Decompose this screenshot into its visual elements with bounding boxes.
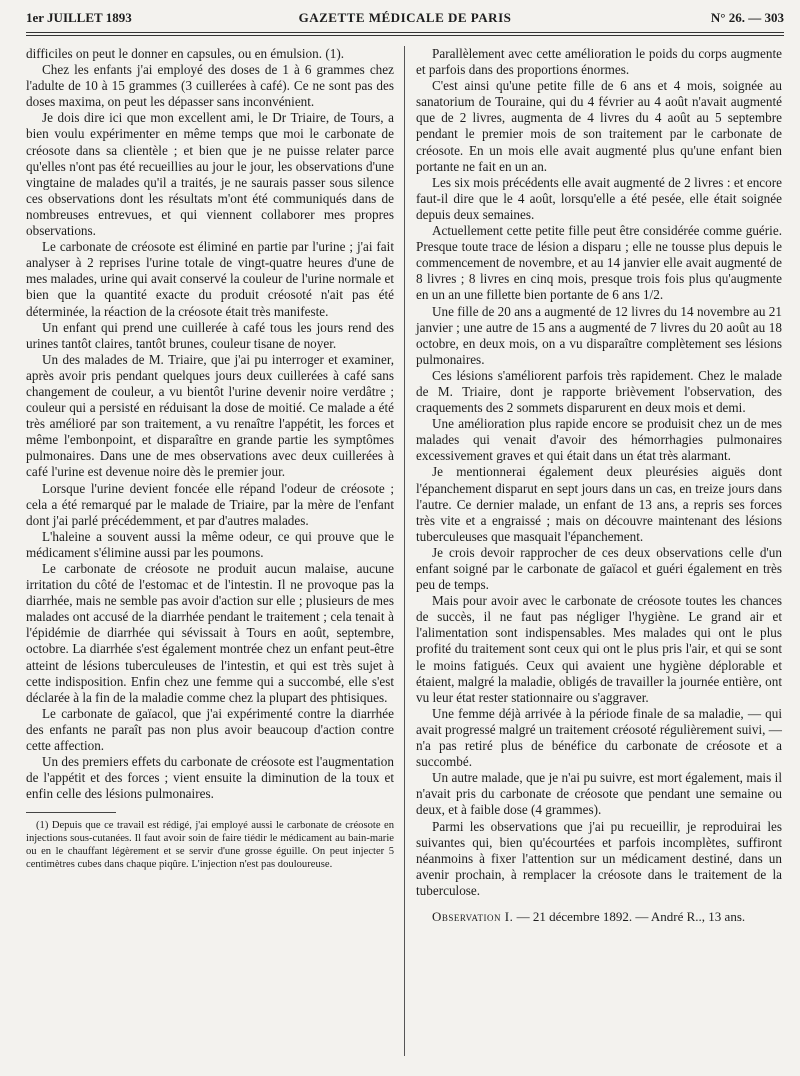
header-page-number: N° 26. — 303 [710, 10, 784, 25]
paragraph: Parallèlement avec cette amélioration le poids du corps augmente et parfois dans des proportions énormes. [416, 46, 782, 78]
paragraph: Parmi les observations que j'ai pu recueillir, je reproduirai les suivantes qui, bien qu'écourtées et parfois incomplètes, suffiront néanmoins à fixer l'attention sur un médicament destiné, dans un avenir prochain, à remplacer la créosote dans le traitement de la tuberculose. [416, 818, 782, 898]
paragraph: Les six mois précédents elle avait augmenté de 2 livres : et encore faut-il dire que le 4 août, lorsqu'elle a été pesée, elle était soignée depuis deux semaines. [416, 174, 782, 222]
paragraph: Actuellement cette petite fille peut être considérée comme guérie. Presque toute trace de lésion a disparu ; elle ne tousse plus depuis le commencement de novembre, et au 14 janvier elle avait augmenté de 8 livres ; 8 livres en cinq mois, presque trois fois plus qu'augmente en un an une fillette bien portante de 6 ans 1/2. [416, 223, 782, 303]
paragraph: Le carbonate de créosote ne produit aucun malaise, aucune irritation du côté de l'estomac et de l'intestin. Il ne provoque pas la diarrhée, mais ne semble pas avoir d'action sur elle ; plusieurs de mes malades ont accusé de la diarrhée pendant le traitement ; cela tenait à l'épidémie de diarrhée qui sévissait à Tours en août, septembre, octobre. La diarrhée s'est également montrée chez un enfant peut-être atteint de lésions tuberculeuses de l'intestin, et qui est très sujet à cette indisposition. Enfin chez une femme qui a succombé, elle s'est déclarée à la fin de la maladie comme chez la plupart des phtisiques. [26, 561, 394, 705]
observation-label: Observation I. [432, 908, 514, 924]
column-divider [404, 46, 405, 1056]
paragraph: Lorsque l'urine devient foncée elle répand l'odeur de créosote ; cela a été remarqué par le malade de Triaire, par la mère de l'enfant dont j'ai parlé précédemment, et par d'autres malades. [26, 480, 394, 528]
header-date: 1er JUILLET 1893 [26, 10, 132, 25]
paragraph: C'est ainsi qu'une petite fille de 6 ans et 4 mois, soignée au sanatorium de Touraine, qui du 4 février au 4 août n'avait augmenté que de 2 livres, augmenta de 4 livres du 4 août au 5 septembre pendant le premier mois de son traitement par le carbonate de créosote. En un mois elle avait augmenté plus qu'une enfant bien portante ne fait en un an. [416, 78, 782, 174]
footnote: (1) Depuis que ce travail est rédigé, j'ai employé aussi le carbonate de créosote en injections sous-cutanées. Il faut avoir soin de faire tiédir le médicament au bain-marie ou en le chauffant légèrement et se servir d'une grosse éguille. On peut injecter 5 centimètres cubes dans chaque piqûre. L'injection n'est pas douloureuse. [26, 820, 394, 871]
header-journal-title: GAZETTE MÉDICALE DE PARIS [298, 10, 512, 25]
paragraph: difficiles on peut le donner en capsules, ou en émulsion. (1). [26, 46, 345, 61]
paragraph: Je crois devoir rapprocher de ces deux observations celle d'un enfant soigné par le carbonate de gaïacol et guéri également en très peu de temps. [416, 544, 782, 593]
paragraph: Le carbonate de créosote est éliminé en partie par l'urine ; j'ai fait analyser à 2 reprises l'urine totale de vingt-quatre heures d'une de mes malades, urine qui avait conservé la couleur de l'urine normale et bien que la quantité exacte du produit créosoté n'ait pas été déterminée, la réaction de la créosote était très manifeste. [26, 239, 394, 319]
paragraph: Une fille de 20 ans a augmenté de 12 livres du 14 novembre au 21 janvier ; une autre de 15 ans a augmenté de 7 livres du 20 août au 18 octobre, en deux mois, on a vu disparaître complètement ses lésions pulmonaires. [416, 303, 782, 367]
paragraph: Chez les enfants j'ai employé des doses de 1 à 6 grammes chez l'adulte de 10 à 15 grammes (3 cuillerées à café). Ce ne sont pas des doses maxima, on peut les dépasser sans inconvénient. [26, 62, 394, 110]
paragraph: Je dois dire ici que mon excellent ami, le Dr Triaire, de Tours, a bien voulu expérimenter en même temps que moi le carbonate de créosote dans sa clientèle ; et bien que je ne puisse relater parce qu'elles n'ont pas été recueillies au jour le jour, les observations d'une vingtaine de malades qu'il a traités, je ne saurais passer sous silence ces observations dont les résultats m'ont été communiqués dans de nombreuses entrevues, et qui viennent collaborer mes propres observations. [26, 110, 394, 239]
paragraph: Ces lésions s'améliorent parfois très rapidement. Chez le malade de M. Triaire, dont je rapporte brièvement l'observation, des craquements des 2 sommets disparurent en deux mois et demi. [416, 367, 782, 416]
observation-heading [416, 909, 782, 925]
paragraph: Mais pour avoir avec le carbonate de créosote toutes les chances de succès, il ne faut pas négliger l'hygiène. Le grand air et l'alimentation sont indispensables. Mes malades qui ont le plus profité du traitement sont ceux qui ont le plus pris l'air, et qui se sont le moins fatigués. Ceux qui avaient une hygiène déplorable et étaient, malgré la maladie, obligés de travailler la journée entière, ont vu leur état rester stationnaire ou s'aggraver. [416, 593, 782, 705]
observation-text: — 21 décembre 1892. — André R.., 13 ans. [516, 908, 746, 924]
header-rule-double [26, 35, 784, 36]
paragraph: Un autre malade, que je n'ai pu suivre, est mort également, mais il n'avait pris du carbonate de créosote que pendant une semaine ou deux, et à faible dose (4 grammes). [416, 770, 782, 818]
paragraph: L'haleine a souvent aussi la même odeur, ce qui prouve que le médicament s'élimine aussi par les poumons. [26, 528, 394, 560]
paragraph: Une amélioration plus rapide encore se produisit chez un de mes malades qui venait d'avoir des hémorrhagies pulmonaires excessivement graves et qui était dans un état très alarmant. [416, 416, 782, 464]
left-column [26, 46, 394, 871]
paragraph: Une femme déjà arrivée à la période finale de sa maladie, — qui avait progressé malgré un traitement créosoté régulièrement suivi, — n'a pas retiré plus de bénéfice du carbonate de créosote et a succombé. [416, 705, 782, 770]
footnote-rule [26, 812, 116, 813]
paragraph: Un des premiers effets du carbonate de créosote est l'augmentation de l'appétit et des forces ; vient ensuite la diminution de la toux et enfin celle des lésions pulmonaires. [26, 754, 394, 802]
page-header [26, 10, 784, 30]
paragraph: Un enfant qui prend une cuillerée à café tous les jours rend des urines tantôt claires, tantôt brunes, couleur tisane de noyer. [26, 319, 394, 351]
right-column [416, 46, 782, 925]
paragraph: Le carbonate de gaïacol, que j'ai expérimenté contre la diarrhée des enfants ne paraît pas non plus avoir beaucoup d'action contre cette affection. [26, 705, 394, 754]
paragraph: Je mentionnerai également deux pleurésies aiguës dont l'épanchement disparut en sept jours dans un cas, en treize jours dans l'autre. Ce dernier malade, un enfant de 13 ans, a repris ses forces très vite et a engraissé ; mais on découvre maintenant des lésions tuberculeuses que masquait l'épanchement. [416, 464, 782, 544]
header-rule [26, 32, 784, 33]
paragraph: Un des malades de M. Triaire, que j'ai pu interroger et examiner, après avoir pris pendant quelques jours deux cuillerées à café sans changement de couleur, a vu bientôt l'urine devenir noire verdâtre ; couleur qui a persisté en réduisant la dose de moitié. Ce malade a été très amélioré par son traitement, a vu renaître l'appétit, les forces et même l'embonpoint, et disparaître en grande partie les symptômes pulmonaires. Dans une de mes observations avec deux cuillerées à café l'urine est devenue noire dès le premier jour. [26, 351, 394, 480]
